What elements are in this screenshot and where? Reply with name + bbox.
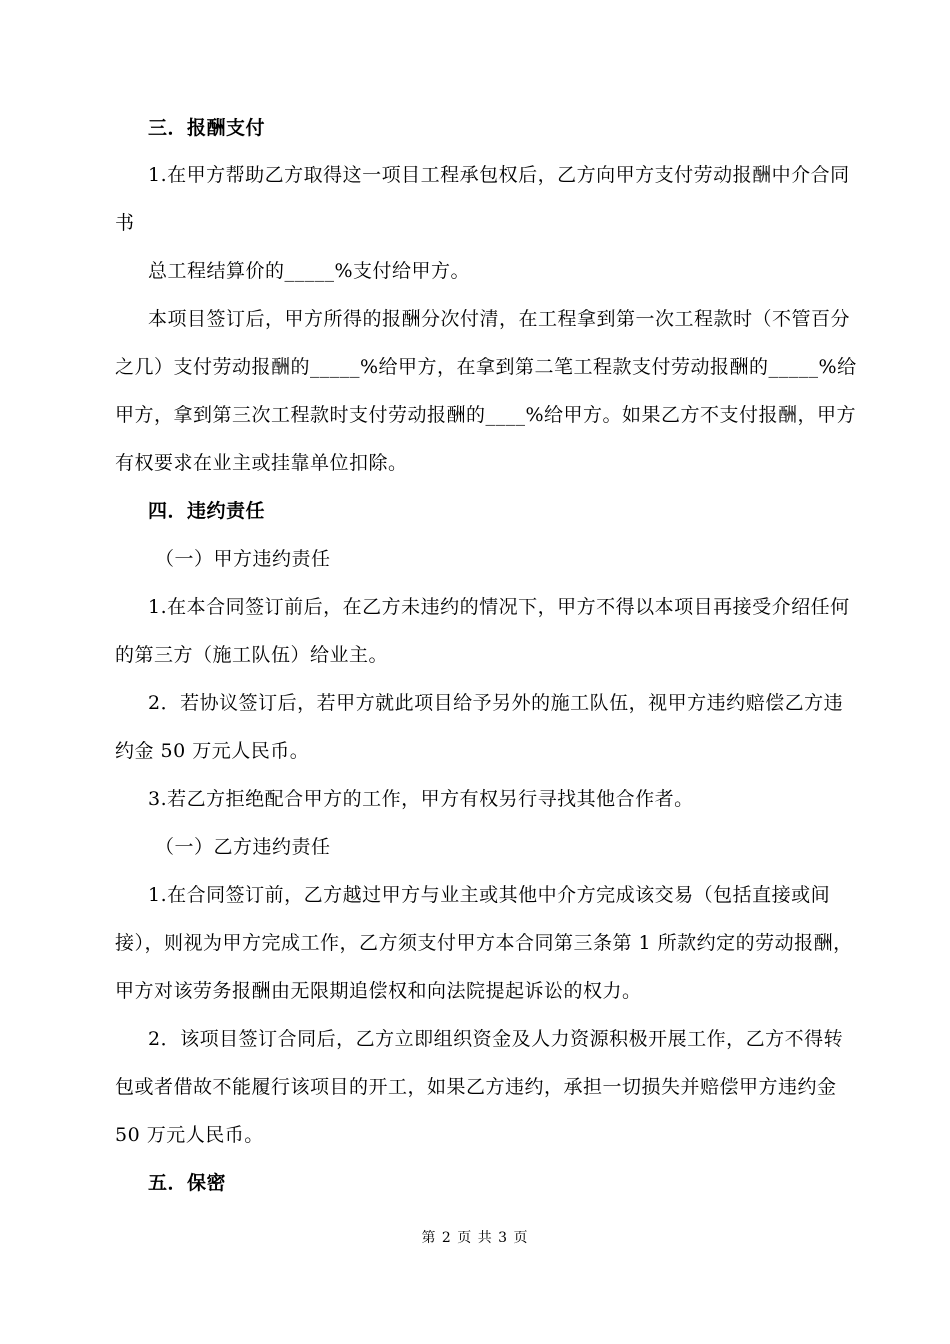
paragraph-line: 的第三方（施工队伍）给业主。 (115, 644, 389, 666)
paragraph-line: 1.在甲方帮助乙方取得这一项目工程承包权后，乙方向甲方支付劳动报酬中介合同 (148, 164, 850, 186)
paragraph-line: 2．该项目签订合同后，乙方立即组织资金及人力资源积极开展工作，乙方不得转 (148, 1028, 844, 1050)
paragraph-line: 3.若乙方拒绝配合甲方的工作，甲方有权另行寻找其他合作者。 (148, 788, 694, 810)
paragraph-line: 甲方，拿到第三次工程款时支付劳动报酬的____%给甲方。如果乙方不支付报酬，甲方 (115, 404, 857, 426)
paragraph-line: 有权要求在业主或挂靠单位扣除。 (115, 452, 408, 474)
paragraph-line: 1.在合同签订前，乙方越过甲方与业主或其他中介方完成该交易（包括直接或间 (148, 884, 831, 906)
paragraph-line: 接），则视为甲方完成工作，乙方须支付甲方本合同第三条第 1 所款约定的劳动报酬， (115, 932, 853, 954)
page-number: 第 2 页 共 3 页 (421, 1230, 529, 1246)
section-heading-confidentiality: 五．保密 (148, 1172, 227, 1194)
paragraph-line: 本项目签订后，甲方所得的报酬分次付清，在工程拿到第一次工程款时（不管百分 (148, 308, 851, 330)
paragraph-line: 2．若协议签订后，若甲方就此项目给予另外的施工队伍，视甲方违约赔偿乙方违 (148, 692, 844, 714)
paragraph-line: 包或者借故不能履行该项目的开工，如果乙方违约，承担一切损失并赔偿甲方违约金 (115, 1076, 837, 1098)
paragraph-line: 甲方对该劳务报酬由无限期追偿权和向法院提起诉讼的权力。 (115, 980, 642, 1002)
section-heading-payment: 三．报酬支付 (148, 117, 266, 139)
subsection-title-party-b: （一）乙方违约责任 (155, 836, 331, 858)
section-heading-breach: 四．违约责任 (148, 500, 266, 522)
paragraph-line: 之几）支付劳动报酬的_____%给甲方，在拿到第二笔工程款支付劳动报酬的_____%给 (115, 356, 857, 378)
paragraph-line: 约金 50 万元人民币。 (115, 740, 310, 762)
paragraph-line: 总工程结算价的_____%支付给甲方。 (148, 260, 471, 282)
paragraph-line: 50 万元人民币。 (115, 1124, 264, 1146)
subsection-title-party-a: （一）甲方违约责任 (155, 548, 331, 570)
paragraph-line: 1.在本合同签订前后，在乙方未违约的情况下，甲方不得以本项目再接受介绍任何 (148, 596, 850, 618)
paragraph-line: 书 (115, 212, 135, 234)
